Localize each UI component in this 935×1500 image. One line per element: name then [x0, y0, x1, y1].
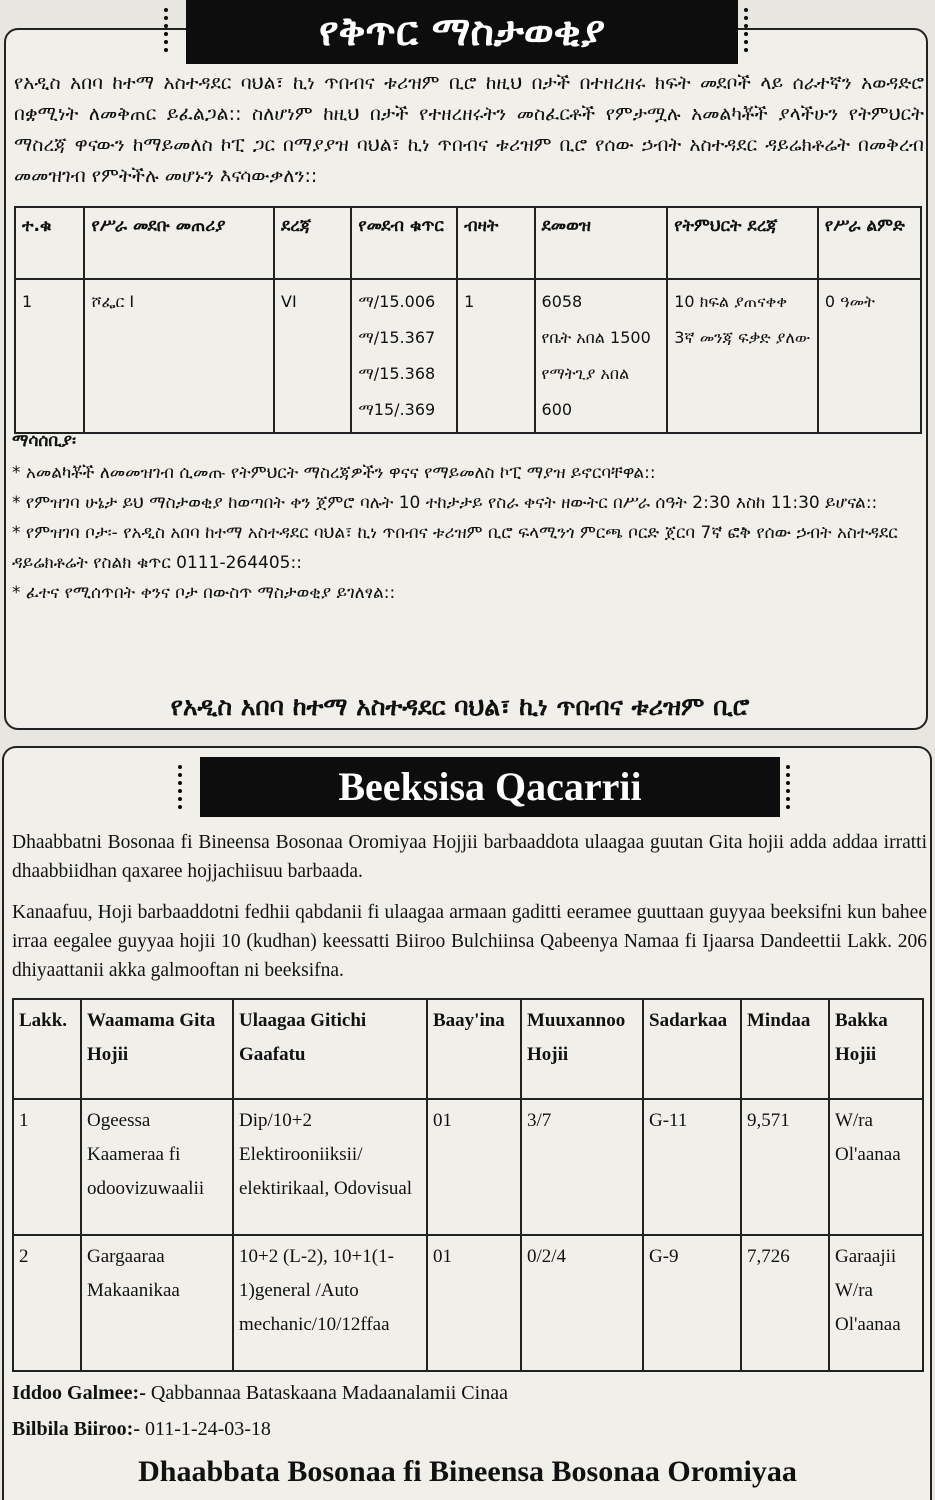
cell-no: 2: [13, 1235, 81, 1371]
col-header-code: የመደብ ቁጥር: [351, 207, 457, 279]
cell-no: 1: [15, 279, 84, 433]
position-code: ማ/15.368: [358, 364, 436, 383]
col-header-experience: Muuxannoo Hojii: [521, 999, 643, 1099]
registration-place-label: Iddoo Galmee:-: [12, 1382, 146, 1404]
notes-title: ማሳሰቢያ፡: [12, 431, 76, 451]
amharic-ad-intro: የአዲስ አበባ ከተማ አስተዳደር ባህል፣ ኪነ ጥበብና ቱሪዝም ቢሮ ከዚህ በታች በተዘረዘሩ ክፍት መደቦች ላይ ሰራተኛን አወዳድሮ በቋሚነት ለመቅጠር ይፈልጋል:: ስለሆነም ከዚህ በታች የተዘረዘሩትን መስፈርቶች የምታሟሉ አመልካቾች ያላችሁን የትምህርት ማስረጃ ዋናውን ከማይመለስ ኮፒ ጋር በማያያዝ ባህል፣ ኪነ ጥበብና ቱሪዝም ቢሮ የሰው ኃብት አስተዳደር ዳይሬክቶሬት በመቅረብ መመዝገብ የምትችሉ መሆኑን እናሳውቃለን::: [14, 72, 924, 187]
oromo-ad-title: Beeksisa Qacarrii: [200, 757, 780, 817]
position-code: ማ/15.006: [358, 292, 436, 311]
cell-experience: 0/2/4: [521, 1235, 643, 1371]
col-header-qty: ብዛት: [457, 207, 534, 279]
cell-experience: 3/7: [521, 1099, 643, 1235]
col-header-requirement: Ulaagaa Gitichi Gaafatu: [233, 999, 427, 1099]
note-item: * አመልካቾች ለመመዝገብ ሲመጡ የትምህርት ማስረጃዎችን ዋናና የማይመለስ ኮፒ ማያዝ ይኖርባቸዋል::: [12, 463, 656, 483]
cell-grade: VI: [274, 279, 351, 433]
position-code: ማ15/.369: [358, 400, 436, 419]
position-code: ማ/15.367: [358, 328, 436, 347]
office-phone-label: Bilbila Biiroo:-: [12, 1418, 140, 1440]
cell-quantity: 01: [427, 1099, 521, 1235]
amharic-ad-title: የቅጥር ማስታወቂያ: [186, 0, 738, 64]
registration-place: [12, 1382, 508, 1405]
cell-location: Garaajii W/ra Ol'aanaa: [829, 1235, 923, 1371]
cell-salary: 7,726: [741, 1235, 829, 1371]
table-header-row: [15, 207, 921, 279]
registration-place-value: Qabbannaa Bataskaana Madaanalamii Cinaa: [150, 1382, 508, 1404]
cell-experience: 0 ዓመት: [818, 279, 921, 433]
cell-quantity: 01: [427, 1235, 521, 1371]
note-item: * የምዝገባ ሁኔታ ይህ ማስታወቂያ ከወጣበት ቀን ጀምሮ ባሉት 10 ተከታታይ የስራ ቀናት ዘውትር በሥራ ሰዓት 2:30 እስከ 11:30 ይሆናል::: [12, 493, 878, 513]
cell-title: Ogeessa Kaameraa fi odoovizuwaalii: [81, 1099, 233, 1235]
salary-line: የቤት አበል 1500: [541, 328, 651, 347]
cell-requirement: Dip/10+2 Elektirooniiksii/ elektirikaal, Odovisual: [233, 1099, 427, 1235]
oromo-vacancy-table: [12, 998, 924, 1372]
col-header-title: የሥራ መደቡ መጠሪያ: [84, 207, 274, 279]
cell-codes: [351, 279, 457, 433]
col-header-no: ተ.ቁ: [15, 207, 84, 279]
oromo-ad-signature: Dhaabbata Bosonaa fi Bineensa Bosonaa Oromiyaa: [138, 1455, 797, 1488]
col-header-grade: ደረጃ: [274, 207, 351, 279]
col-header-experience: የሥራ ልምድ: [818, 207, 921, 279]
table-row: [13, 1099, 923, 1235]
col-header-grade: Sadarkaa: [643, 999, 741, 1099]
col-header-education: የትምህርት ደረጃ: [667, 207, 818, 279]
cell-qty: 1: [457, 279, 534, 433]
col-header-salary: Mindaa: [741, 999, 829, 1099]
office-phone: [12, 1418, 271, 1441]
office-phone-value: 011-1-24-03-18: [144, 1418, 271, 1440]
salary-line: የማትጊያ አበል: [541, 364, 630, 383]
cell-location: W/ra Ol'aanaa: [829, 1099, 923, 1235]
cell-grade: G-11: [643, 1099, 741, 1235]
note-item: * ፈተና የሚሰጥበት ቀንና ቦታ በውስጥ ማስታወቂያ ይገለፃል::: [12, 583, 396, 603]
notes-section: [12, 426, 924, 608]
salary-line: 600: [541, 400, 573, 419]
amharic-ad-signature: የአዲስ አበባ ከተማ አስተዳደር ባህል፣ ኪነ ጥበብና ቱሪዝም ቢሮ: [170, 692, 750, 721]
col-header-title: Waamama Gita Hojii: [81, 999, 233, 1099]
note-item: * የምዝገባ ቦታ፡- የአዲስ አበባ ከተማ አስተዳደር ባህል፣ ኪነ ጥበብና ቱሪዝም ቢሮ ፍላሚንጎ ምርጫ ቦርድ ጀርባ 7ኛ ፎቅ የሰው ኃብት አስተዳደር ዳይሬክቶሬት የስልክ ቁጥር 0111-264405::: [12, 523, 898, 573]
table-row: [13, 1235, 923, 1371]
cell-salary: 9,571: [741, 1099, 829, 1235]
table-row: [15, 279, 921, 433]
cell-education: 10 ክፍል ያጠናቀቀ 3ኛ መንጃ ፍቃድ ያለው: [667, 279, 818, 433]
cell-title: Gargaaraa Makaanikaa: [81, 1235, 233, 1371]
amharic-vacancy-table: [14, 206, 922, 434]
col-header-quantity: Baay'ina: [427, 999, 521, 1099]
cell-grade: G-9: [643, 1235, 741, 1371]
cell-requirement: 10+2 (L-2), 10+1(1-1)general /Auto mechanic/10/12ffaa: [233, 1235, 427, 1371]
salary-line: 6058: [541, 292, 583, 311]
col-header-no: Lakk.: [13, 999, 81, 1099]
col-header-location: Bakka Hojii: [829, 999, 923, 1099]
cell-salary: [535, 279, 668, 433]
col-header-salary: ደመወዝ: [535, 207, 668, 279]
cell-no: 1: [13, 1099, 81, 1235]
oromo-ad-intro-2: Kanaafuu, Hoji barbaaddotni fedhii qabdanii fi ulaagaa armaan gaditti eeramee guuttaan guyyaa beeksifni kun bahee irraa eegalee guyyaa hojii 10 (kudhan) keessatti Biiroo Bulchiinsa Qabeenya Namaa fi Ijaarsa Dandeettii Lakk. 206 dhiyaattanii akka galmooftan ni beeksifna.: [12, 902, 927, 981]
table-header-row: [13, 999, 923, 1099]
oromo-ad-intro-1: Dhaabbatni Bosonaa fi Bineensa Bosonaa Oromiyaa Hojjii barbaaddota ulaagaa guutan Gita hojii adda addaa irratti dhaabbiidhan qaxaree hojjachiisuu barbaada.: [12, 832, 927, 882]
cell-title: ሾፌር I: [84, 279, 274, 433]
